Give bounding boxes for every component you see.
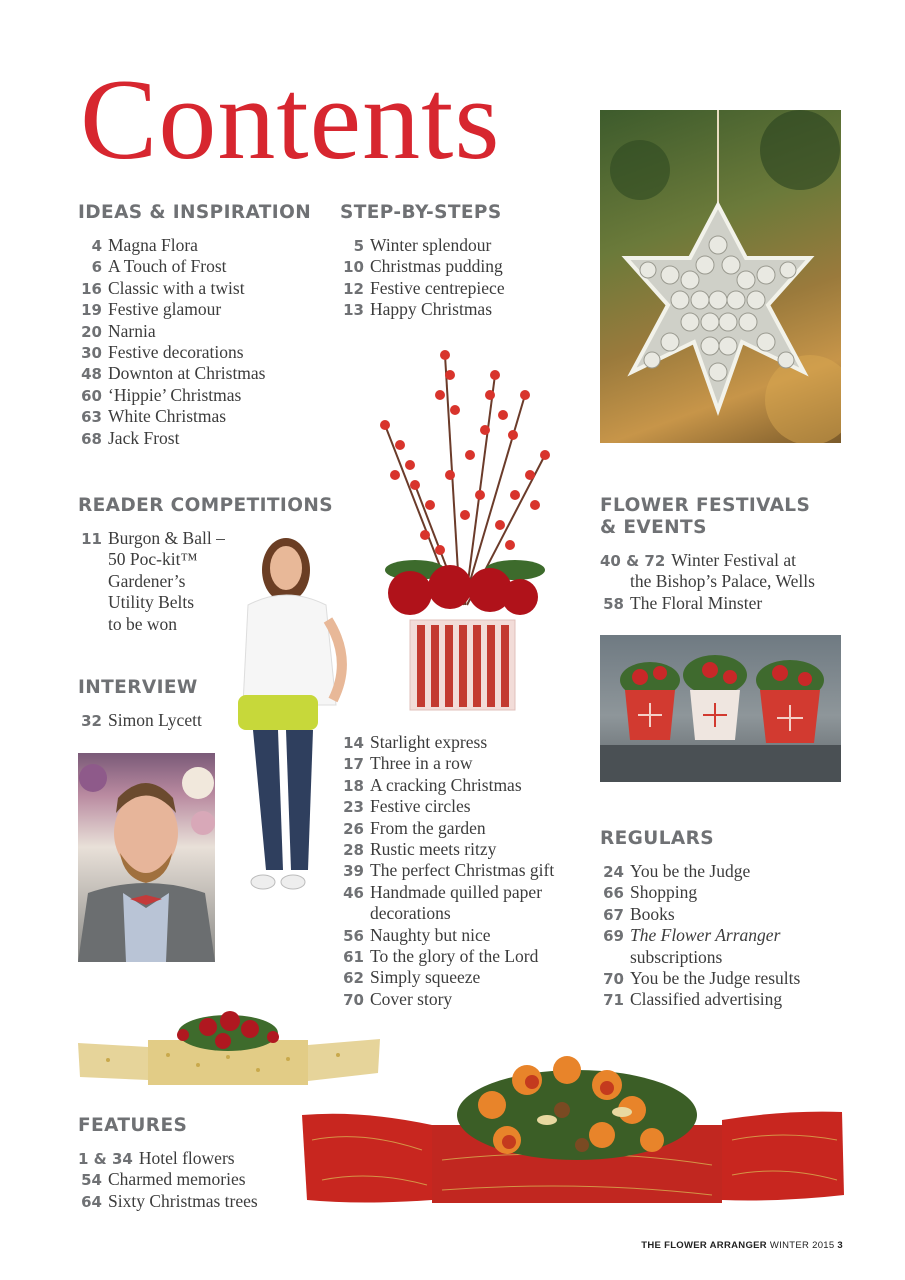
list-item[interactable] xyxy=(78,342,328,363)
pots-icon xyxy=(600,635,841,782)
heading-regulars: REGULARS xyxy=(600,828,714,849)
list-item[interactable] xyxy=(340,925,590,946)
page-number: 54 xyxy=(81,1171,102,1190)
heading-line: FLOWER FESTIVALS xyxy=(600,495,811,516)
page-number: 68 xyxy=(81,429,102,448)
list-item[interactable] xyxy=(600,989,850,1010)
page-number: 40 & 72 xyxy=(600,552,666,570)
page-number: 58 xyxy=(603,594,624,613)
article-title: Narnia xyxy=(108,320,156,341)
list-item-continuation xyxy=(78,549,238,570)
page-title: Contents xyxy=(80,56,501,184)
article-title-continuation: Utility Belts xyxy=(108,592,195,613)
article-title: The perfect Christmas gift xyxy=(370,860,555,881)
page-number: 70 xyxy=(603,969,624,988)
list-item[interactable] xyxy=(78,256,328,277)
list-item-continuation xyxy=(78,592,238,613)
page-number: 20 xyxy=(81,322,102,341)
list-item[interactable] xyxy=(600,904,850,925)
magazine-name: THE FLOWER ARRANGER xyxy=(641,1240,767,1251)
list-item[interactable] xyxy=(340,818,590,839)
page-number: 69 xyxy=(603,927,624,946)
article-title-continuation: subscriptions xyxy=(630,946,723,967)
article-title-continuation: the Bishop’s Palace, Wells xyxy=(630,571,815,592)
article-title: Handmade quilled paper xyxy=(370,881,543,902)
simon-lycett-portrait xyxy=(78,753,215,962)
list-item[interactable] xyxy=(600,550,850,571)
list-item[interactable] xyxy=(340,839,590,860)
page-number: 63 xyxy=(81,408,102,427)
page-number: 70 xyxy=(343,990,364,1009)
article-title: Sixty Christmas trees xyxy=(108,1190,258,1211)
page-number: 56 xyxy=(343,926,364,945)
list-item[interactable] xyxy=(78,385,328,406)
woman-utility-belt-photo xyxy=(228,530,358,900)
list-item[interactable] xyxy=(340,882,590,903)
article-title: Simon Lycett xyxy=(108,710,202,730)
page-number: 14 xyxy=(343,734,364,752)
heading-features: FEATURES xyxy=(78,1115,188,1136)
page-number: 39 xyxy=(343,862,364,881)
page-number: 62 xyxy=(343,969,364,988)
page-number: 46 xyxy=(343,883,364,902)
article-title: The Flower Arranger xyxy=(630,925,781,946)
article-title: Books xyxy=(630,903,675,924)
article-title: A Touch of Frost xyxy=(108,256,227,277)
article-title: Happy Christmas xyxy=(370,299,493,320)
list-item[interactable] xyxy=(340,775,590,796)
article-title: You be the Judge xyxy=(630,861,751,881)
list-item[interactable] xyxy=(340,235,580,256)
list-item[interactable] xyxy=(600,593,850,614)
article-title-continuation: 50 Poc-kit™ xyxy=(108,549,198,570)
article-title: Christmas pudding xyxy=(370,256,503,277)
article-title: Charmed memories xyxy=(108,1169,246,1190)
list-item[interactable] xyxy=(340,753,590,774)
list-item[interactable] xyxy=(78,321,328,342)
heading-interview: INTERVIEW xyxy=(78,677,198,698)
article-title: Starlight express xyxy=(370,732,488,752)
list-item[interactable] xyxy=(600,968,850,989)
page-number: 67 xyxy=(603,905,624,924)
list-item-continuation xyxy=(78,614,238,635)
page-number: 10 xyxy=(343,258,364,277)
article-title: Rustic meets ritzy xyxy=(370,838,497,859)
list-item[interactable] xyxy=(78,278,328,299)
list-item[interactable] xyxy=(78,1191,298,1212)
page-number: 64 xyxy=(81,1192,102,1211)
star-ornament-photo xyxy=(600,110,841,443)
list-item[interactable] xyxy=(600,861,850,882)
article-title: To the glory of the Lord xyxy=(370,945,539,966)
article-title: Three in a row xyxy=(370,753,473,774)
flower-festival-pots-photo xyxy=(600,635,841,782)
article-title: Shopping xyxy=(630,882,698,903)
page-number: 1 & 34 xyxy=(78,1150,133,1168)
list-item[interactable] xyxy=(600,882,850,903)
list-item[interactable] xyxy=(340,299,580,320)
list-item[interactable] xyxy=(78,1148,298,1169)
page-number: 48 xyxy=(81,365,102,384)
list-item[interactable] xyxy=(78,363,328,384)
list-item[interactable] xyxy=(78,528,238,549)
page-number: 60 xyxy=(81,386,102,405)
article-title-continuation: decorations xyxy=(370,903,451,924)
page-number: 30 xyxy=(81,343,102,362)
ideas-list xyxy=(78,235,328,449)
article-title: A cracking Christmas xyxy=(370,774,522,795)
article-title: White Christmas xyxy=(108,406,227,427)
page-number: 5 xyxy=(353,237,364,255)
list-item[interactable] xyxy=(340,278,580,299)
list-item[interactable] xyxy=(340,946,590,967)
page-footer xyxy=(641,1240,843,1251)
list-item[interactable] xyxy=(78,406,328,427)
page-number: 26 xyxy=(343,819,364,838)
article-title: You be the Judge results xyxy=(630,967,801,988)
page-number-footer: 3 xyxy=(837,1240,843,1251)
portrait-icon xyxy=(78,753,215,962)
list-item-continuation xyxy=(600,947,850,968)
list-item[interactable] xyxy=(340,860,590,881)
festivals-list xyxy=(600,550,850,614)
article-title: Magna Flora xyxy=(108,235,198,255)
berry-arrangement-photo xyxy=(355,335,570,715)
article-title: Festive circles xyxy=(370,796,471,817)
page-number: 4 xyxy=(91,237,102,255)
heading-reader-competitions: READER COMPETITIONS xyxy=(78,495,333,516)
article-title: Jack Frost xyxy=(108,427,180,448)
page-number: 18 xyxy=(343,776,364,795)
page-number: 11 xyxy=(81,530,102,548)
article-title: The Floral Minster xyxy=(630,592,763,613)
list-item[interactable] xyxy=(78,235,328,256)
list-item[interactable] xyxy=(78,1169,298,1190)
article-title: Festive decorations xyxy=(108,341,244,362)
star-ornament-icon xyxy=(600,110,841,443)
article-title: Winter Festival at xyxy=(671,550,796,570)
page-number: 16 xyxy=(81,279,102,298)
heading-step-by-steps: STEP-BY-STEPS xyxy=(340,202,502,223)
article-title: Simply squeeze xyxy=(370,967,481,988)
steps-list-continued xyxy=(340,732,590,1010)
page-number: 32 xyxy=(81,712,102,730)
page-number: 17 xyxy=(343,755,364,774)
page-number: 23 xyxy=(343,798,364,817)
issue-date: WINTER 2015 xyxy=(769,1240,835,1251)
article-title: Burgon & Ball – xyxy=(108,528,225,548)
list-item[interactable] xyxy=(340,967,590,988)
article-title: Hotel flowers xyxy=(138,1148,235,1168)
article-title: Downton at Christmas xyxy=(108,363,266,384)
features-list xyxy=(78,1148,298,1212)
article-title: Classic with a twist xyxy=(108,277,245,298)
page-number: 61 xyxy=(343,947,364,966)
article-title-continuation: to be won xyxy=(108,613,178,634)
red-cracker-icon xyxy=(302,1040,847,1215)
regulars-list xyxy=(600,861,850,1011)
list-item[interactable] xyxy=(340,256,580,277)
heading-ideas-inspiration: IDEAS & INSPIRATION xyxy=(78,202,312,223)
steps-list xyxy=(340,235,580,321)
list-item[interactable] xyxy=(78,299,328,320)
interview-list xyxy=(78,710,228,731)
list-item[interactable] xyxy=(78,428,328,449)
list-item[interactable] xyxy=(340,989,590,1010)
list-item-continuation xyxy=(600,571,850,592)
article-title: Winter splendour xyxy=(370,235,492,255)
page-number: 19 xyxy=(81,301,102,320)
article-title: Festive glamour xyxy=(108,299,222,320)
page-number: 28 xyxy=(343,840,364,859)
article-title: Cover story xyxy=(370,988,453,1009)
article-title: Festive centrepiece xyxy=(370,277,505,298)
list-item-continuation xyxy=(78,571,238,592)
article-title: Naughty but nice xyxy=(370,924,491,945)
heading-line: & EVENTS xyxy=(600,517,707,538)
article-title-continuation: Gardener’s xyxy=(108,570,186,591)
list-item[interactable] xyxy=(340,732,590,753)
page-number: 6 xyxy=(91,258,102,277)
list-item[interactable] xyxy=(600,925,850,946)
heading-flower-festivals xyxy=(600,495,810,539)
red-cracker-photo xyxy=(302,1040,847,1215)
berry-arrangement-icon xyxy=(355,335,570,715)
woman-figure-icon xyxy=(228,530,358,900)
article-title: Classified advertising xyxy=(630,989,783,1010)
list-item[interactable] xyxy=(340,796,590,817)
list-item[interactable] xyxy=(78,710,228,731)
list-item-continuation xyxy=(340,903,590,924)
article-title: From the garden xyxy=(370,817,486,838)
reader-list xyxy=(78,528,238,635)
page-number: 13 xyxy=(343,301,364,320)
page-number: 24 xyxy=(603,863,624,881)
article-title: ‘Hippie’ Christmas xyxy=(108,384,242,405)
page-number: 66 xyxy=(603,884,624,903)
page-number: 12 xyxy=(343,279,364,298)
page-number: 71 xyxy=(603,991,624,1010)
